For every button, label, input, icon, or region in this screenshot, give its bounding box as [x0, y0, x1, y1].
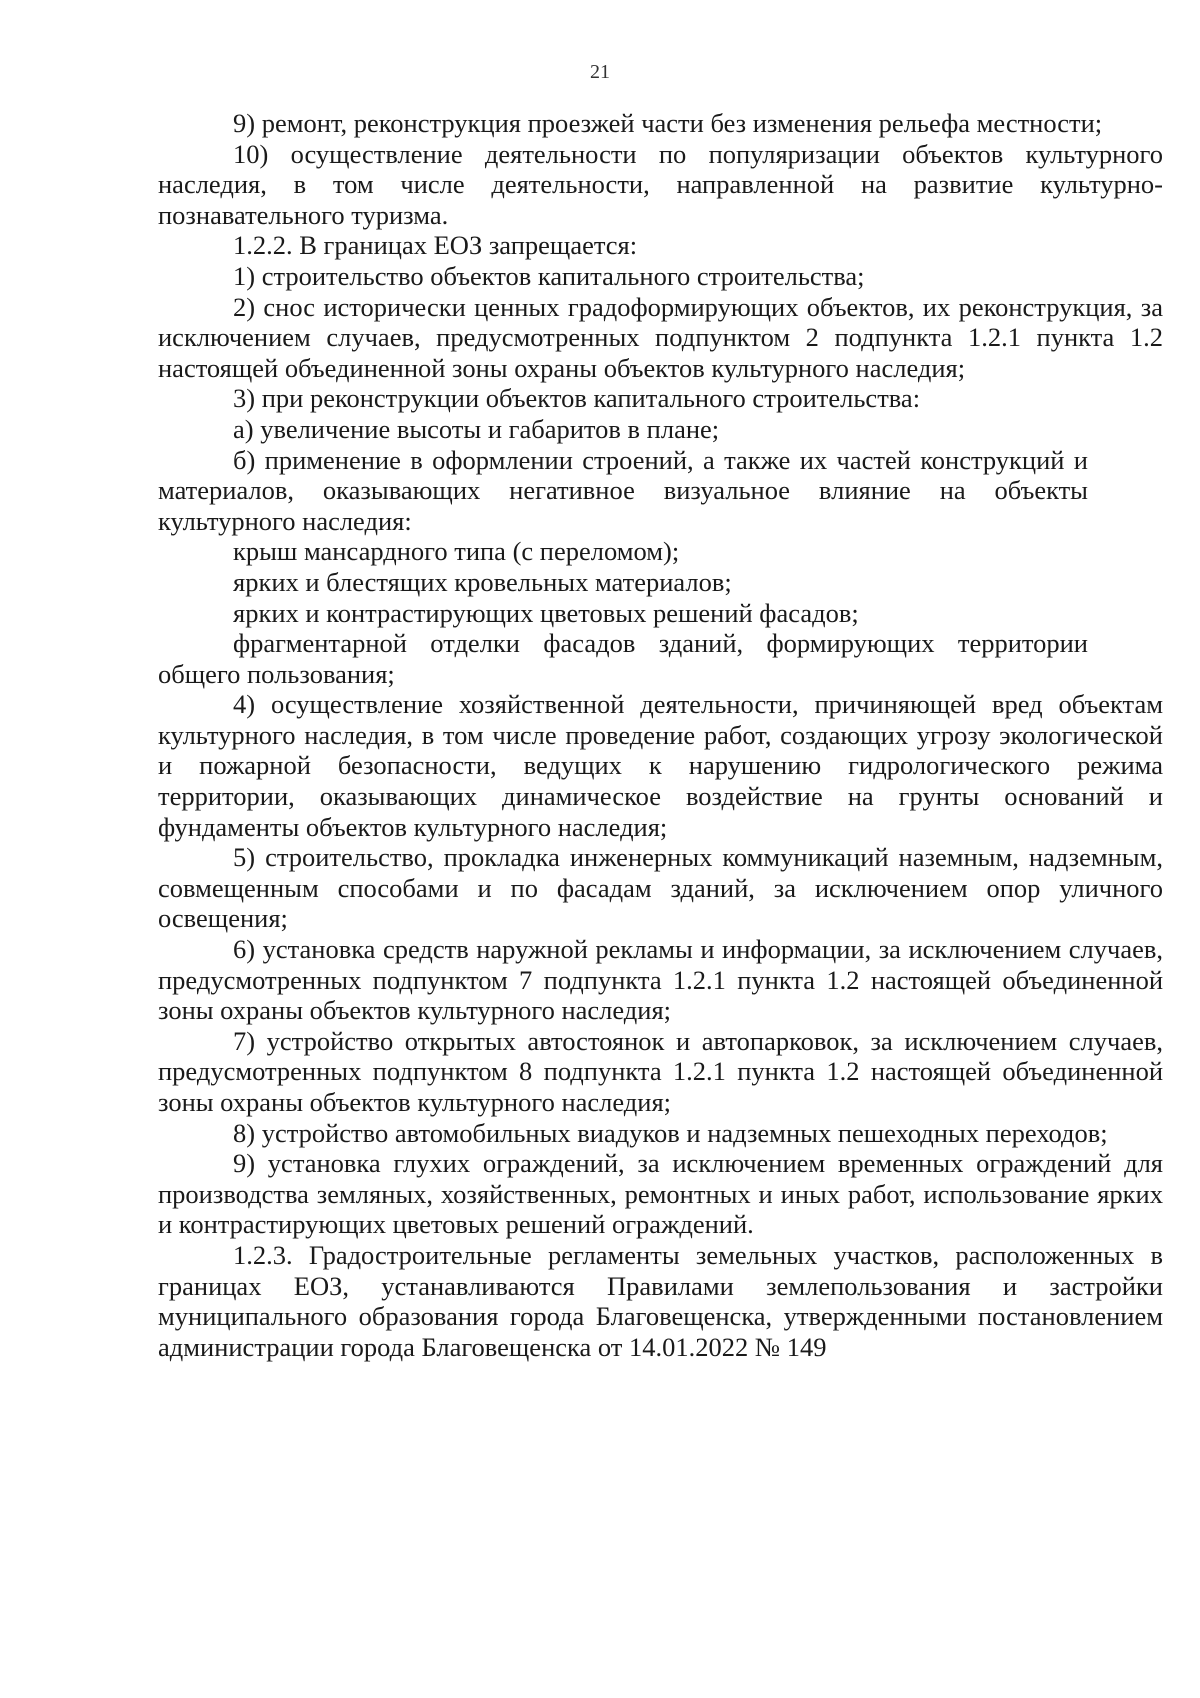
paragraph: 9) установка глухих ограждений, за исключением временных ограждений для производства земляных, хозяйственных, ремонтных и иных работ, использование ярких и контрастирующих цветовых решений ограждений.: [158, 1148, 1163, 1240]
list-item: фрагментарной отделки фасадов зданий, формирующих территории общего пользования;: [158, 628, 1088, 689]
paragraph: б) применение в оформлении строений, а также их частей конструкций и материалов, оказывающих негативное визуальное влияние на объекты культурного наследия:: [158, 444, 1088, 536]
page-number: 21: [590, 61, 610, 83]
paragraph: 4) осуществление хозяйственной деятельности, причиняющей вред объектам культурного наследия, в том числе проведение работ, создающих угрозу экологической и пожарной безопасности, ведущих к нарушению гидрологического режима территории, оказывающих динамическое воздействие на грунты оснований и фундаменты объектов культурного наследия;: [158, 689, 1163, 842]
paragraph: 3) при реконструкции объектов капитального строительства:: [233, 383, 921, 414]
section-heading: 1.2.3. Градостроительные регламенты земельных участков, расположенных в границах ЕОЗ, устанавливаются Правилами землепользования и застройки муниципального образования города Благовещенска, утвержденными постановлением администрации города Благовещенска от 14.01.2022 № 149: [158, 1239, 1163, 1362]
document-body: [158, 108, 1163, 1362]
paragraph: 10) осуществление деятельности по популяризации объектов культурного наследия, в том числе деятельности, направленной на развитие культурно-познавательного туризма.: [158, 138, 1163, 230]
section-heading: 1.2.2. В границах ЕОЗ запрещается:: [233, 230, 638, 261]
list-item: ярких и контрастирующих цветовых решений фасадов;: [233, 597, 859, 628]
paragraph: 1) строительство объектов капитального строительства;: [233, 260, 865, 291]
paragraph: 5) строительство, прокладка инженерных коммуникаций наземным, надземным, совмещенным способами и по фасадам зданий, за исключением опор уличного освещения;: [158, 842, 1163, 934]
paragraph: 6) установка средств наружной рекламы и информации, за исключением случаев, предусмотренных подпунктом 7 подпункта 1.2.1 пункта 1.2 настоящей объединенной зоны охраны объектов культурного наследия;: [158, 934, 1163, 1026]
paragraph: 7) устройство открытых автостоянок и автопарковок, за исключением случаев, предусмотренных подпунктом 8 подпункта 1.2.1 пункта 1.2 настоящей объединенной зоны охраны объектов культурного наследия;: [158, 1025, 1163, 1117]
paragraph: 8) устройство автомобильных виадуков и надземных пешеходных переходов;: [233, 1117, 1108, 1148]
paragraph: 9) ремонт, реконструкция проезжей части без изменения рельефа местности;: [233, 108, 1103, 138]
list-item: крыш мансардного типа (с переломом);: [233, 536, 680, 567]
paragraph: 2) снос исторически ценных градоформирующих объектов, их реконструкция, за исключением случаев, предусмотренных подпунктом 2 подпункта 1.2.1 пункта 1.2 настоящей объединенной зоны охраны объектов культурного наследия;: [158, 291, 1163, 383]
list-item: ярких и блестящих кровельных материалов;: [233, 566, 732, 597]
paragraph: а) увеличение высоты и габаритов в плане;: [233, 413, 720, 444]
